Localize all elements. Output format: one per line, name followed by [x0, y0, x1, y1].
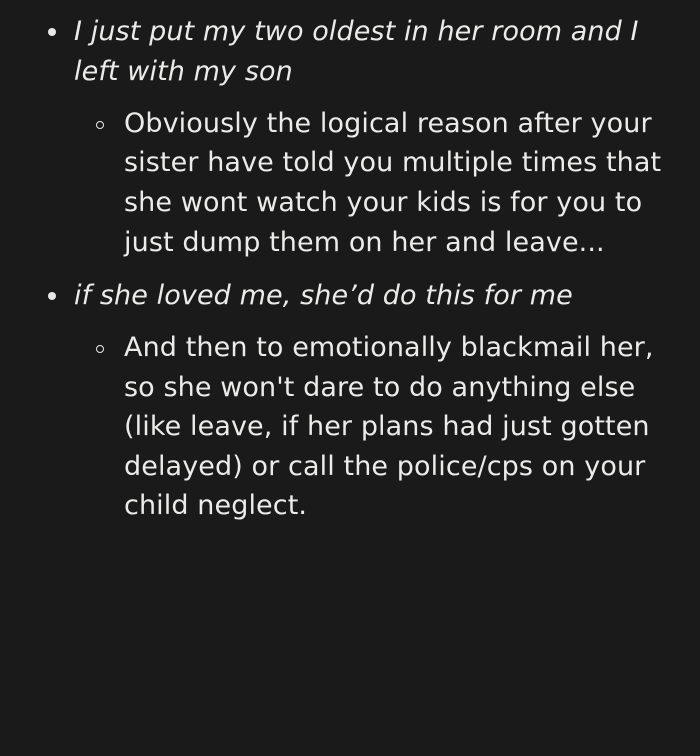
list-item — [28, 12, 672, 262]
disc-bullet-icon — [48, 292, 56, 300]
reply-text: And then to emotionally blackmail her, so she won't dare to do anything else (like leave, if her plans had just gotten delayed) or call the police/cps on your child neglect. — [124, 332, 654, 522]
quote-list — [28, 12, 672, 526]
reply-list — [74, 328, 672, 526]
list-item — [74, 328, 672, 526]
disc-bullet-icon — [48, 28, 56, 36]
circle-bullet-icon — [96, 121, 104, 129]
quoted-text: if she loved me, she’d do this for me — [74, 280, 573, 312]
reply-list — [74, 104, 672, 262]
list-item — [74, 104, 672, 262]
circle-bullet-icon — [96, 345, 104, 353]
reply-text: Obviously the logical reason after your sister have told you multiple times that she wont watch your kids is for you to just dump them on her and leave... — [124, 107, 662, 258]
list-item — [28, 276, 672, 526]
quoted-text: I just put my two oldest in her room and I left with my son — [74, 16, 639, 87]
